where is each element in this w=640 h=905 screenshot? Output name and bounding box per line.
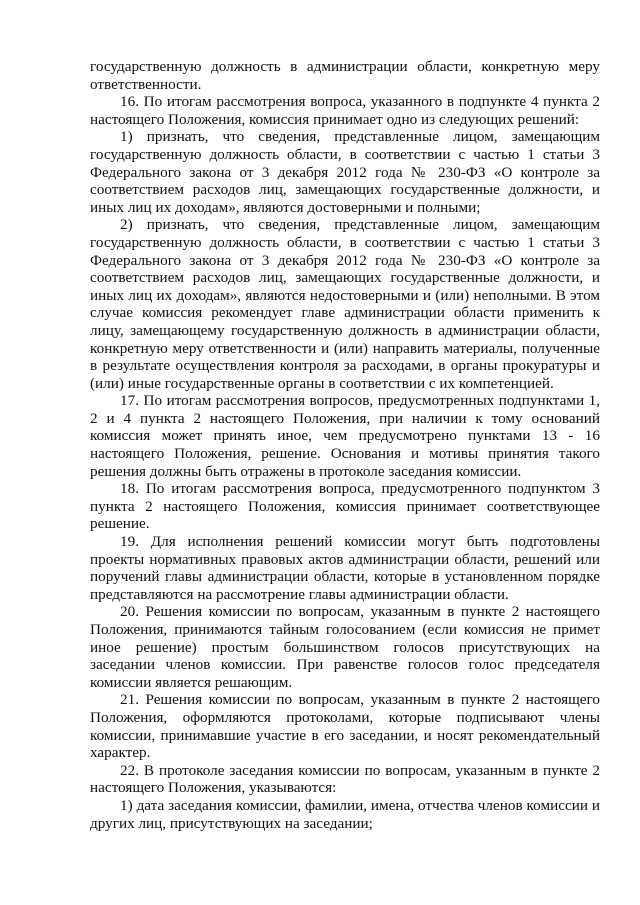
paragraph-22-item-1: 1) дата заседания комиссии, фамилии, имена, отчества членов комиссии и других лиц, присутствующих на заседании; bbox=[90, 796, 600, 832]
paragraph-22: 22. В протоколе заседания комиссии по вопросам, указанным в пункте 2 настоящего Положения, указываются: bbox=[90, 761, 600, 797]
paragraph-16-item-2: 2) признать, что сведения, представленные лицом, замещающим государственную должность области, в соответствии с частью 1 статьи 3 Федерального закона от 3 декабря 2012 года № 230-ФЗ «О контроле за соответствием расходов лиц, замещающих государственные должности, и иных лиц их доходам», являются недостоверными и (или) неполными. В этом случае комиссия рекомендует главе администрации области применить к лицу, замещающему государственную должность в администрации области, конкретную меру ответственности и (или) направить материалы, полученные в результате осуществления контроля за расходами, в органы прокуратуры и (или) иные государственные органы в соответствии с их компетенцией. bbox=[90, 216, 600, 392]
paragraph-16: 16. По итогам рассмотрения вопроса, указанного в подпункте 4 пункта 2 настоящего Положения, комиссия принимает одно из следующих решений: bbox=[90, 93, 600, 128]
paragraph-17: 17. По итогам рассмотрения вопросов, предусмотренных подпунктами 1, 2 и 4 пункта 2 настоящего Положения, при наличии к тому оснований комиссия может принять иное, чем предусмотрено пунктами 13 - 16 настоящего Положения, решение. Основания и мотивы принятия такого решения должны быть отражены в протоколе заседания комиссии. bbox=[90, 392, 600, 480]
paragraph-16-item-1: 1) признать, что сведения, представленные лицом, замещающим государственную должность области, в соответствии с частью 1 статьи 3 Федерального закона от 3 декабря 2012 года № 230-ФЗ «О контроле за соответствием расходов лиц, замещающих государственные должности, и иных лиц их доходам», являются достоверными и полными; bbox=[90, 128, 600, 216]
paragraph-18: 18. По итогам рассмотрения вопроса, предусмотренного подпунктом 3 пункта 2 настоящего Положения, комиссия принимает соответствующее решение. bbox=[90, 480, 600, 533]
document-page bbox=[90, 58, 600, 832]
paragraph-continuation: государственную должность в администрации области, конкретную меру ответственности. bbox=[90, 58, 600, 93]
paragraph-19: 19. Для исполнения решений комиссии могут быть подготовлены проекты нормативных правовых актов администрации области, решений или поручений главы администрации области, которые в установленном порядке представляются на рассмотрение главы администрации области. bbox=[90, 533, 600, 603]
paragraph-20: 20. Решения комиссии по вопросам, указанным в пункте 2 настоящего Положения, принимаются тайным голосованием (если комиссия не примет иное решение) простым большинством голосов присутствующих на заседании членов комиссии. При равенстве голосов голос председателя комиссии является решающим. bbox=[90, 603, 600, 691]
paragraph-21: 21. Решения комиссии по вопросам, указанным в пункте 2 настоящего Положения, оформляются протоколами, которые подписывают члены комиссии, принимавшие участие в его заседании, и носят рекомендательный характер. bbox=[90, 691, 600, 762]
